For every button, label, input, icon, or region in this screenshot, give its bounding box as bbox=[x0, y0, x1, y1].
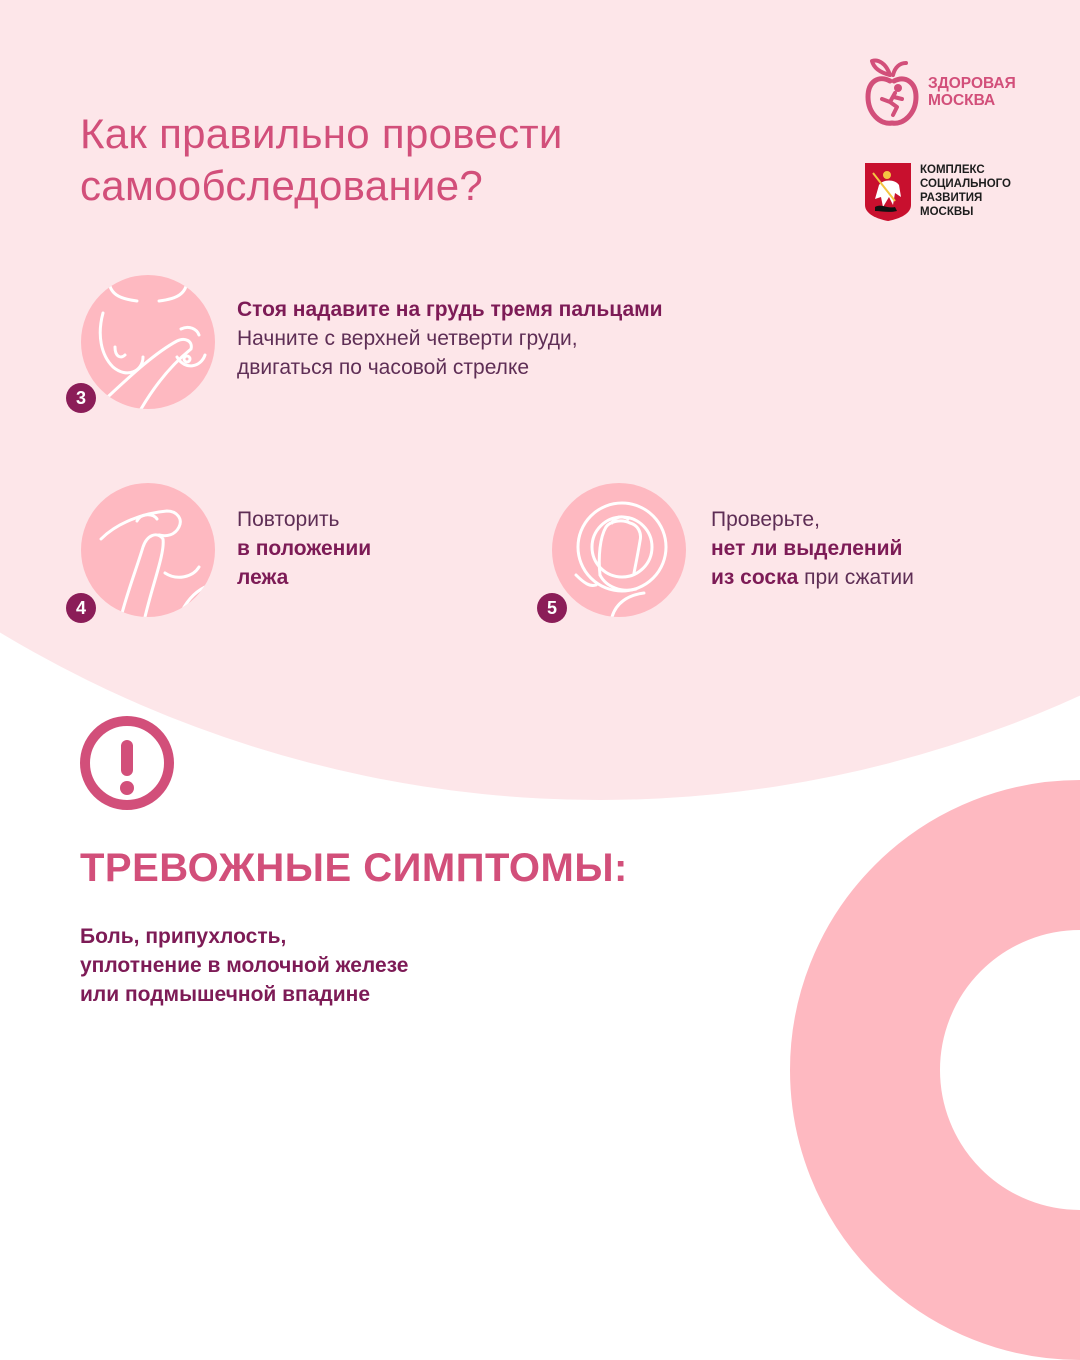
moscow-coat-of-arms-icon bbox=[865, 163, 911, 221]
exclamation-dot bbox=[120, 781, 134, 795]
ksr-line-4: МОСКВЫ bbox=[920, 206, 974, 218]
step-5-line-1: Проверьте, bbox=[711, 508, 820, 531]
alarm-title: ТРЕВОЖНЫЕ СИМПТОМЫ: bbox=[80, 846, 628, 890]
step-5-illustration bbox=[552, 483, 686, 617]
ksr-logo bbox=[865, 163, 1011, 221]
step-5-text bbox=[711, 505, 914, 592]
ksr-line-1: КОМПЛЕКС bbox=[920, 164, 985, 176]
step-4-line-3: лежа bbox=[237, 566, 289, 589]
alarm-line-1: Боль, припухлость, bbox=[80, 925, 287, 948]
step-4-line-2: в положении bbox=[237, 537, 372, 560]
title-line-1: Как правильно провести bbox=[80, 110, 563, 157]
alarm-line-2: уплотнение в молочной железе bbox=[80, 954, 409, 977]
ksr-line-3: РАЗВИТИЯ bbox=[920, 192, 983, 204]
step-5-badge: 5 bbox=[537, 593, 567, 623]
exclamation-bar bbox=[121, 740, 133, 776]
step-3-badge: 3 bbox=[66, 383, 96, 413]
step-4-badge: 4 bbox=[66, 593, 96, 623]
exclamation-icon bbox=[80, 716, 174, 810]
zm-line-1: ЗДОРОВАЯ bbox=[928, 75, 1016, 92]
lying-palpation-icon bbox=[81, 483, 215, 617]
step-4-line-1: Повторить bbox=[237, 508, 340, 531]
ksr-text bbox=[920, 163, 1011, 219]
step-3-text bbox=[237, 295, 663, 382]
step-5-line-3-bold: из соска bbox=[711, 566, 799, 589]
zdorovaya-moskva-logo bbox=[864, 55, 1016, 129]
page-title bbox=[80, 108, 563, 212]
step-5-line-2: нет ли выделений bbox=[711, 537, 903, 560]
step-3-line-2: Начните с верхней четверти груди, bbox=[237, 327, 578, 350]
title-line-2: самообследование? bbox=[80, 162, 484, 209]
ksr-line-2: СОЦИАЛЬНОГО bbox=[920, 178, 1011, 190]
step-5-line-3-regular: при сжатии bbox=[798, 566, 914, 589]
alarm-line-3: или подмышечной впадине bbox=[80, 983, 371, 1006]
step-4-text bbox=[237, 505, 371, 592]
zdorovaya-moskva-text bbox=[928, 75, 1016, 109]
apple-runner-icon bbox=[864, 55, 922, 129]
nipple-check-icon bbox=[552, 483, 686, 617]
step-3-illustration bbox=[81, 275, 215, 409]
step-5-line-3 bbox=[711, 563, 914, 592]
alarm-text bbox=[80, 922, 408, 1009]
step-4-illustration bbox=[81, 483, 215, 617]
breast-palpation-icon bbox=[81, 275, 215, 409]
step-3-title: Стоя надавите на грудь тремя пальцами bbox=[237, 298, 663, 321]
decorative-ring bbox=[790, 780, 1080, 1360]
step-3-line-3: двигаться по часовой стрелке bbox=[237, 356, 530, 379]
zm-line-2: МОСКВА bbox=[928, 92, 996, 109]
